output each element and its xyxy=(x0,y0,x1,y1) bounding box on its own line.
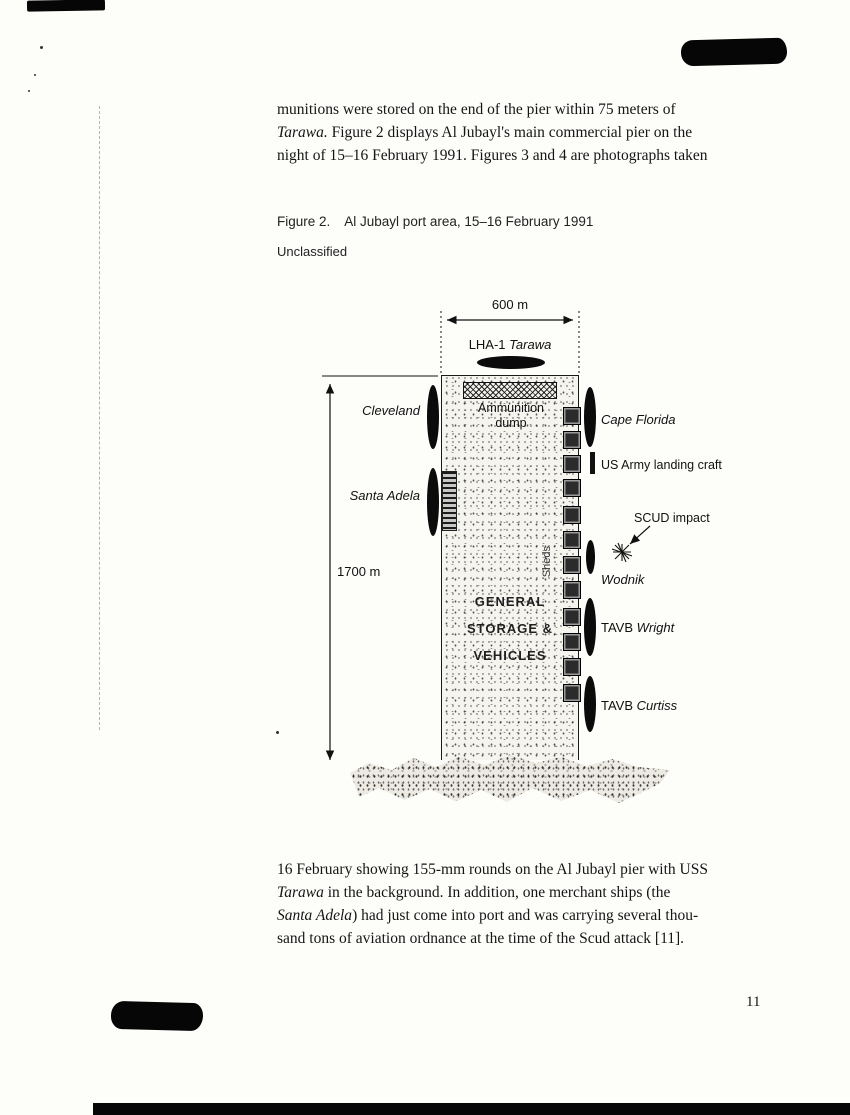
ship-cleveland-icon xyxy=(427,385,439,449)
lha-tarawa-label xyxy=(440,337,580,352)
text-line xyxy=(277,904,777,927)
text-segment: night of 15–16 February 1991. Figures 3 and 4 are photographs taken xyxy=(277,147,708,164)
tavb-name: Curtiss xyxy=(636,698,678,713)
figure-caption-title: Al Jubayl port area, 15–16 February 1991 xyxy=(344,214,594,229)
ship-wodnik-icon xyxy=(586,540,595,574)
shoreline-area xyxy=(350,754,670,804)
tavb-prefix: TAVB xyxy=(601,620,637,635)
shed-block xyxy=(563,479,581,497)
width-dimension-label xyxy=(460,297,560,312)
text-segment: sand tons of aviation ordnance at the time of the Scud attack [11]. xyxy=(277,930,685,947)
text-segment-italic: Santa Adela xyxy=(277,907,353,924)
body-paragraph-bottom xyxy=(277,858,777,950)
text-segment-italic: Tarawa xyxy=(277,884,324,901)
storage-line3: VEHICLES xyxy=(473,648,547,663)
text-segment: ) had just come into port and was carrying several thou- xyxy=(352,907,699,924)
sheds-label: Sheds xyxy=(541,546,553,578)
scud-arrow xyxy=(630,526,650,544)
storage-line2: STORAGE & xyxy=(466,621,554,636)
text-segment: munitions were stored on the end of the pier within 75 meters of xyxy=(277,101,676,118)
us-army-landing-craft-label: US Army landing craft xyxy=(601,458,722,472)
page-number: 11 xyxy=(746,994,761,1010)
ship-tarawa-icon xyxy=(477,356,545,369)
scud-impact-label: SCUD impact xyxy=(634,511,710,525)
text-segment: Figure 2 displays Al Jubayl's main commercial pier on the xyxy=(327,124,693,141)
pier-area xyxy=(441,375,579,760)
santa-adela-cargo-icon xyxy=(442,471,457,531)
shed-block xyxy=(563,506,581,524)
text-segment: 16 February showing 155-mm rounds on the Al Jubayl pier with USS xyxy=(277,861,708,878)
ammo-label-line1: Ammunition xyxy=(478,401,544,415)
cape-florida-label: Cape Florida xyxy=(601,412,676,427)
cleveland-label: Cleveland xyxy=(362,403,420,418)
text-segment: in the background. In addition, one merchant ships (the xyxy=(323,884,671,901)
scud-impact-starburst-icon xyxy=(612,543,632,562)
tavb-name: Wright xyxy=(636,620,675,635)
shed-block xyxy=(563,531,581,549)
text-segment-italic: Tarawa. xyxy=(277,124,328,141)
shed-block xyxy=(563,431,581,449)
ship-cape-florida-icon xyxy=(584,387,596,447)
dimension-text: 600 m xyxy=(491,297,529,312)
classification-label: Unclassified xyxy=(277,244,348,259)
ammo-label-line2: dump xyxy=(495,416,527,430)
figure-caption-label: Figure 2. xyxy=(277,214,331,229)
text-line xyxy=(277,927,777,950)
ship-tavb-wright-icon xyxy=(584,598,596,656)
ammunition-dump-zone xyxy=(463,382,557,399)
storage-line1: GENERAL xyxy=(474,594,546,609)
shed-block xyxy=(563,455,581,473)
ship-tavb-curtiss-icon xyxy=(584,676,596,732)
tavb-wright-label xyxy=(601,620,674,635)
lha-prefix: LHA-1 xyxy=(468,337,510,352)
landing-craft-icon xyxy=(590,452,595,474)
text-line xyxy=(277,881,777,904)
ship-santa-adela-icon xyxy=(427,468,439,536)
height-dimension-label: 1700 m xyxy=(337,564,381,579)
ammunition-dump-label xyxy=(450,401,572,431)
lha-name: Tarawa xyxy=(509,337,552,352)
santa-adela-label: Santa Adela xyxy=(349,488,420,503)
text-line xyxy=(277,858,777,881)
general-storage-label xyxy=(444,588,576,669)
wodnik-label: Wodnik xyxy=(601,572,645,587)
tavb-curtiss-label xyxy=(601,698,677,713)
tavb-prefix: TAVB xyxy=(601,698,637,713)
shed-block xyxy=(563,684,581,702)
shed-block xyxy=(563,556,581,574)
